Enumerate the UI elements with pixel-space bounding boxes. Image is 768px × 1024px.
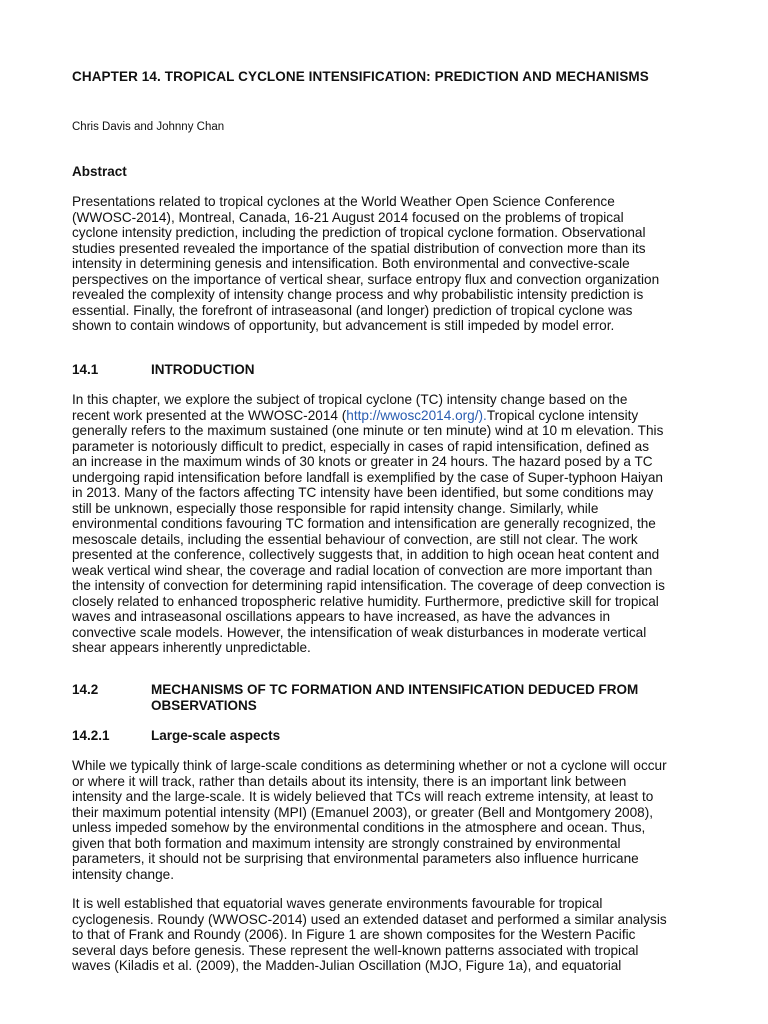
section-14-2-1-number: 14.2.1 [72,728,110,743]
section-14-1-number: 14.1 [72,362,99,377]
abstract-heading: Abstract [72,164,127,179]
section-14-2-number: 14.2 [72,682,99,697]
intro-text-start: In this chapter, we explore the subject of tropical cyclone (TC) intensity change based on the recent work presented at the WWOSC-2014 ( [72,392,628,423]
section-14-2-title: MECHANISMS OF TC FORMATION AND INTENSIFICATION DEDUCED FROM OBSERVATIONS [151,682,639,713]
large-scale-paragraph-1: While we typically think of large-scale conditions as determining whether or not a cyclone will occur or where it will track, rather than details about its intensity, there is an important link between intensity and the large-scale. It is widely believed that TCs will reach extreme intensity, at least to their maximum potential intensity (MPI) (Emanuel 2003), or greater (Bell and Montgomery 2008), unless impeded somehow by the environmental conditions in the atmosphere and ocean. Thus, given that both formation and maximum intensity are strongly constrained by environmental parameters, it should not be surprising that environmental parameters also influence hurricane intensity change. [72,758,667,882]
chapter-title: CHAPTER 14. TROPICAL CYCLONE INTENSIFICATION: PREDICTION AND MECHANISMS [72,69,649,84]
authors: Chris Davis and Johnny Chan [72,121,225,133]
intro-text-rest: Tropical cyclone intensity generally refers to the maximum sustained (one minute or ten minute) wind at 10 m elevation. This parameter is notoriously difficult to predict, especially in cases of rapid intensification, defined as an increase in the maximum winds of 30 knots or greater in 24 hours. The hazard posed by a TC undergoing rapid intensification before landfall is exemplified by the case of Super-typhoon Haiyan in 2013. Many of the factors affecting TC intensity have been identified, but some conditions may still be unknown, especially those responsible for rapid intensity change. Similarly, while environmental conditions favouring TC formation and intensification are generally recognized, the mesoscale details, including the essential behaviour of convection, are still not clear. The work presented at the conference, collectively suggests that, in addition to high ocean heat content and weak vertical wind shear, the coverage and radial location of convection are more important than the intensity of convection for determining rapid intensification. The coverage of deep convection is closely related to enhanced tropospheric relative humidity. Furthermore, predictive skill for tropical waves and intraseasonal oscillations appears to have increased, as have the advances in convective scale models. However, the intensification of weak disturbances in moderate vertical shear appears inherently unpredictable. [72,407,665,655]
large-scale-paragraph-2: It is well established that equatorial waves generate environments favourable for tropical cyclogenesis. Roundy (WWOSC-2014) used an extended dataset and performed a similar analysis to that of Frank and Roundy (2006). In Figure 1 are shown composites for the Western Pacific several days before genesis. These represent the well-known patterns associated with tropical waves (Kiladis et al. (2009), the Madden-Julian Oscillation (MJO, Figure 1a), and equatorial [72,896,667,973]
abstract-text: Presentations related to tropical cyclones at the World Weather Open Science Conference (WWOSC-2014), Montreal, Canada, 16-21 August 2014 focused on the problems of tropical cyclone intensity prediction, including the prediction of tropical cyclone formation. Observational studies presented revealed the importance of the spatial distribution of convection more than its intensity in determining genesis and intensification. Both environmental and convective-scale perspectives on the importance of vertical shear, surface entropy flux and convection organization revealed the complexity of intensity change process and why probabilistic intensity prediction is essential. Finally, the forefront of intraseasonal (and longer) prediction of tropical cyclone was shown to contain windows of opportunity, but advancement is still impeded by model error. [72,194,660,333]
introduction-paragraph [72,392,700,656]
section-14-2-1-title: Large-scale aspects [151,728,281,743]
conference-link[interactable]: http://wwosc2014.org/). [346,407,487,423]
section-14-1-title: INTRODUCTION [151,362,255,377]
